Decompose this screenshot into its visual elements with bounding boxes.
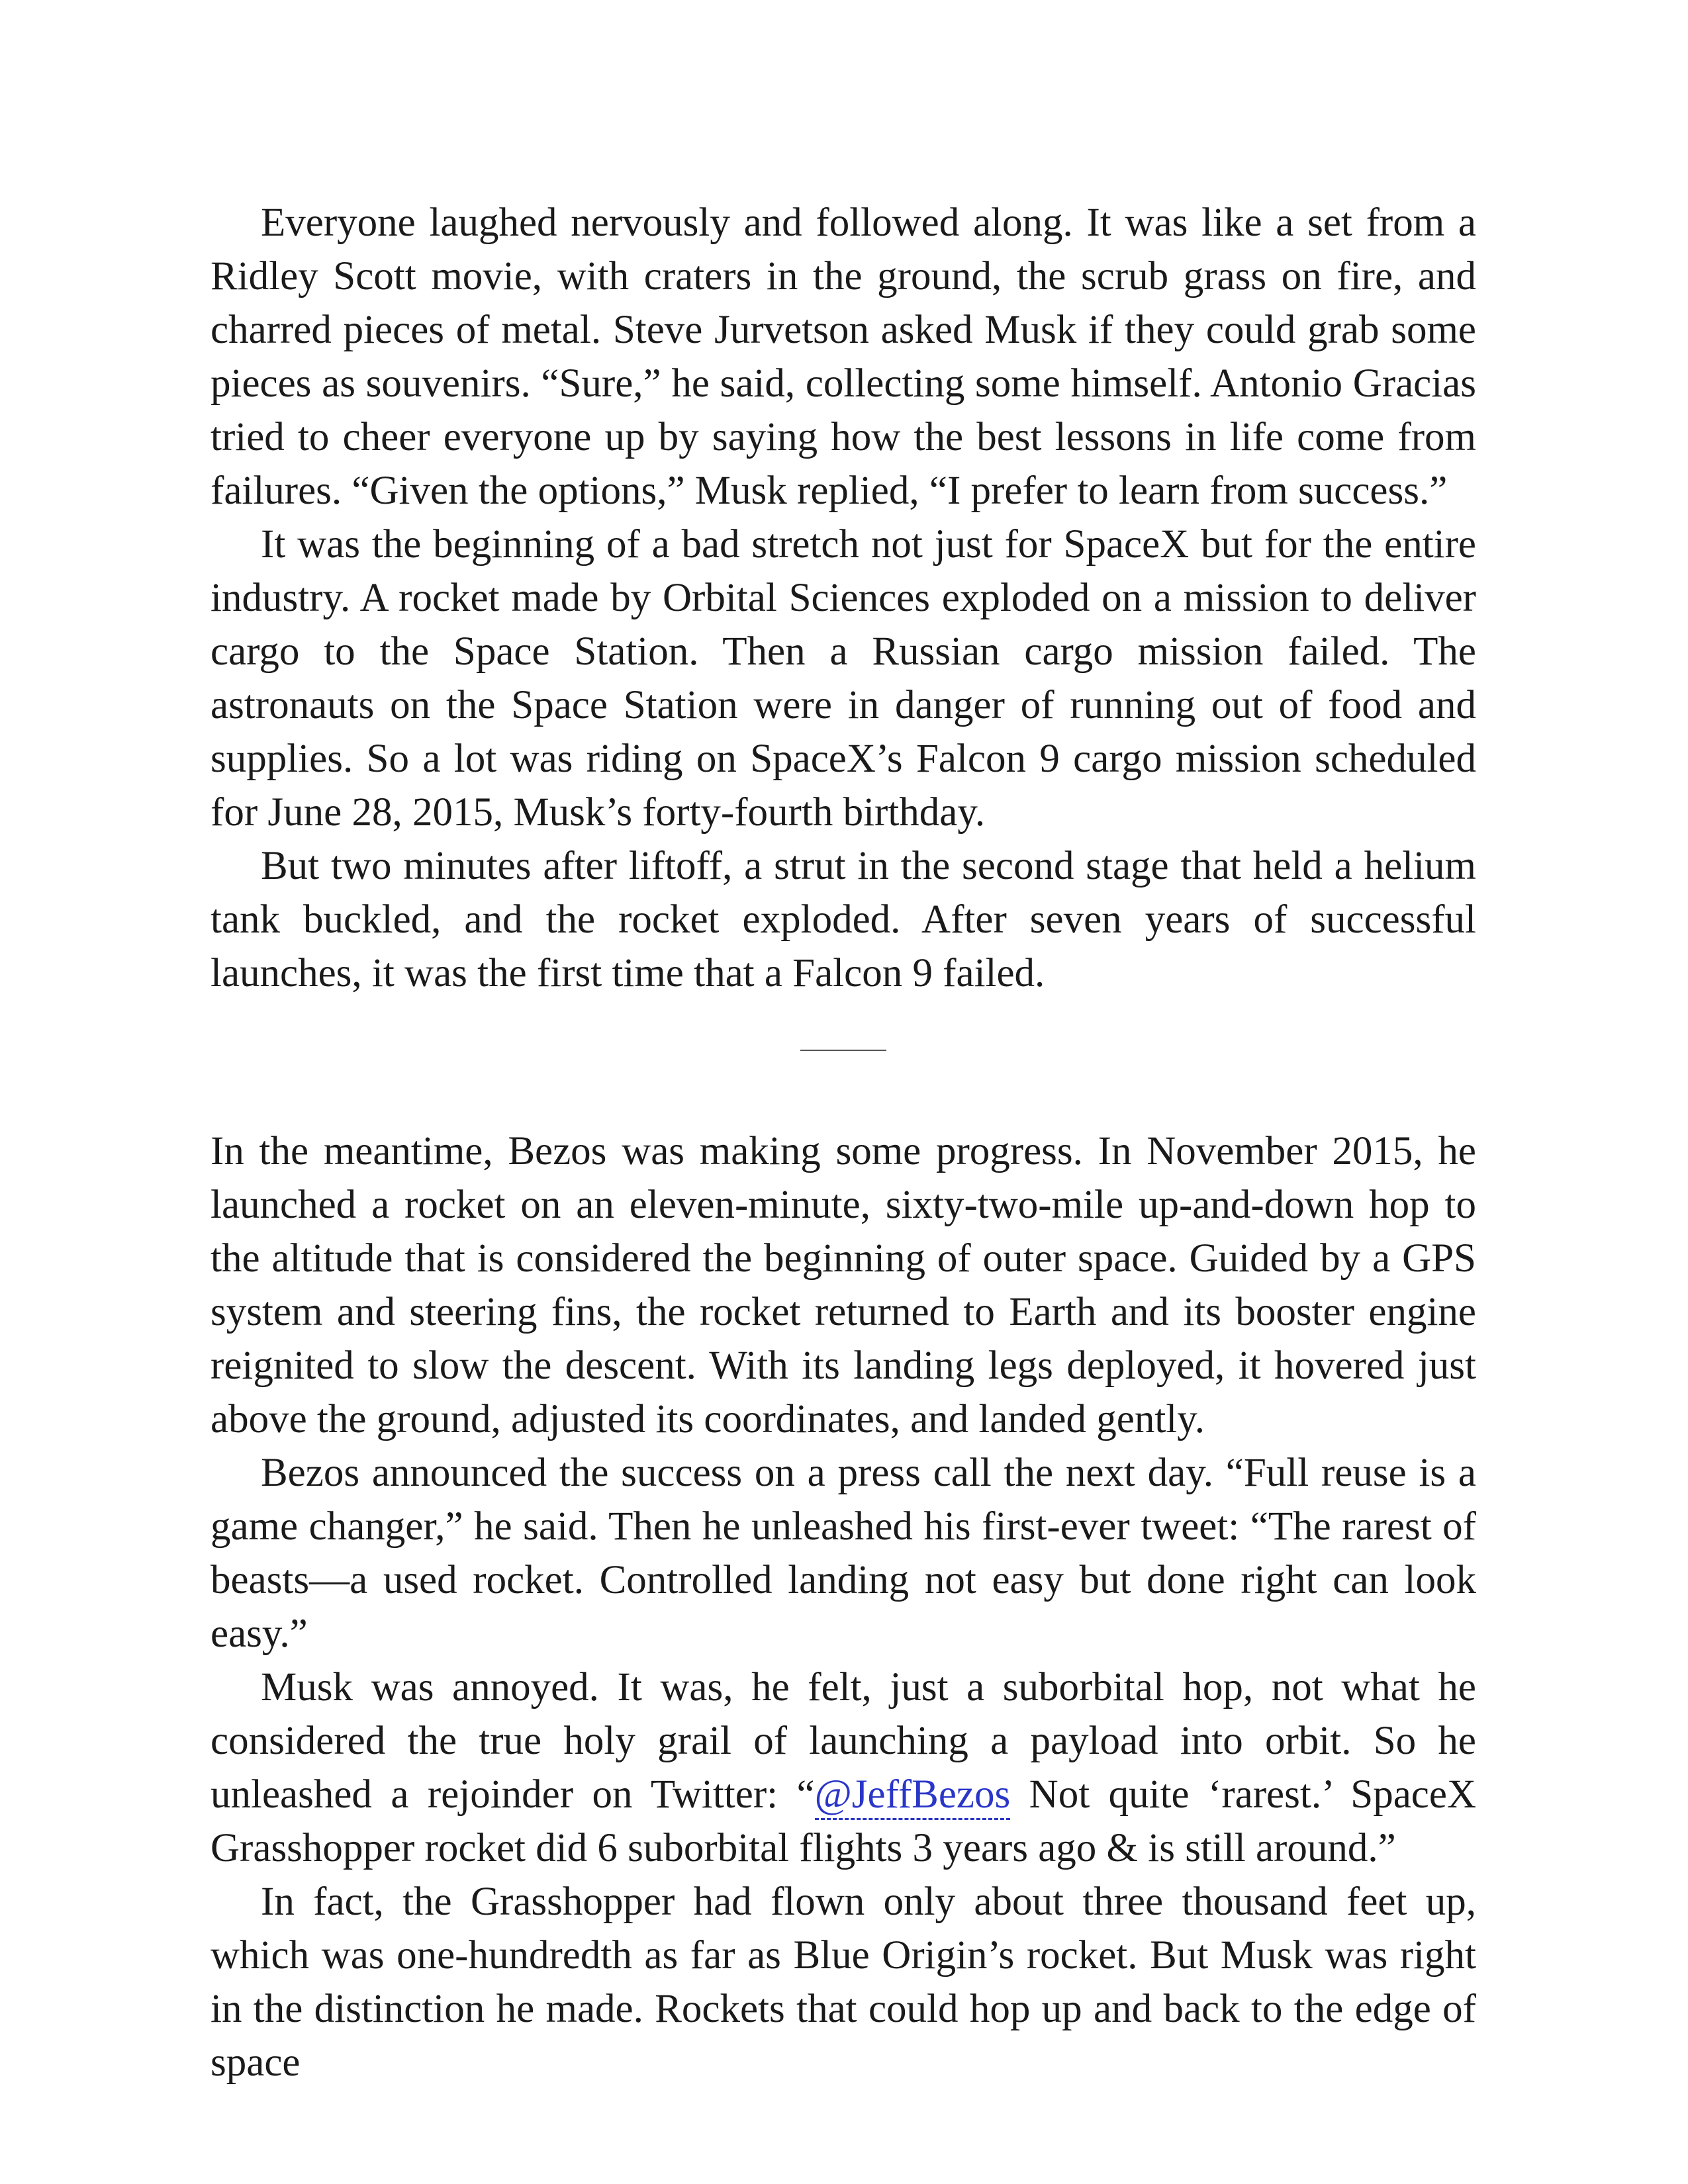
book-page bbox=[211, 196, 1476, 2089]
paragraph-musk-rejoinder bbox=[211, 1661, 1476, 1875]
musk-rejoinder-text-start: Musk was annoyed. It was, he felt, just a suborbital hop, not what he considered the true holy grail of launching a payload into orbit. So he unleashed a rejoinder on Twitter: “ bbox=[211, 1665, 1476, 1817]
paragraph-bezos-tweet: Bezos announced the success on a press call the next day. “Full reuse is a game changer,” he said. Then he unleashed his first-ever tweet: “The rarest of beasts—a used rocket. Controlled landing not easy but done right can look easy.” bbox=[211, 1451, 1476, 1656]
paragraph-bezos-progress: In the meantime, Bezos was making some progress. In November 2015, he launched a rocket on an eleven-minute, sixty-two-mile up-and-down hop to the altitude that is considered the beginning of outer space. Guided by a GPS system and steering fins, the rocket returned to Earth and its booster engine reignited to slow the descent. With its landing legs deployed, it hovered just above the ground, adjusted its coordinates, and landed gently. bbox=[211, 1129, 1476, 1441]
jeffbezos-twitter-link[interactable]: @JeffBezos bbox=[815, 1772, 1011, 1820]
section-break bbox=[211, 1000, 1476, 1124]
paragraph-grasshopper-comparison: In fact, the Grasshopper had flown only about three thousand feet up, which was one-hundredth as far as Blue Origin’s rocket. But Musk was right in the distinction he made. Rockets that could hop up and back to the edge of space bbox=[211, 1880, 1476, 2085]
section-divider-rule bbox=[800, 1050, 886, 1051]
paragraph-launch-site-aftermath: Everyone laughed nervously and followed along. It was like a set from a Ridley Scott movie, with craters in the ground, the scrub grass on fire, and charred pieces of metal. Steve Jurvetson asked Musk if they could grab some pieces as souvenirs. “Sure,” he said, collecting some himself. Antonio Gracias tried to cheer everyone up by saying how the best lessons in life come from failures. “Given the options,” Musk replied, “I prefer to learn from success.” bbox=[211, 201, 1476, 513]
paragraph-falcon9-failure: But two minutes after liftoff, a strut in the second stage that held a helium tank buckled, and the rocket exploded. After seven years of successful launches, it was the first time that a Falcon 9 failed. bbox=[211, 844, 1476, 995]
musk-rejoinder-text-end: Not quite ‘rarest.’ SpaceX Grasshopper rocket did 6 suborbital flights 3 years ago & is still around.” bbox=[211, 1772, 1477, 1870]
paragraph-industry-bad-stretch: It was the beginning of a bad stretch not just for SpaceX but for the entire industry. A rocket made by Orbital Sciences exploded on a mission to deliver cargo to the Space Station. Then a Russian cargo mission failed. The astronauts on the Space Station were in danger of running out of food and supplies. So a lot was riding on SpaceX’s Falcon 9 cargo mission scheduled for June 28, 2015, Musk’s forty-fourth birthday. bbox=[211, 522, 1476, 835]
